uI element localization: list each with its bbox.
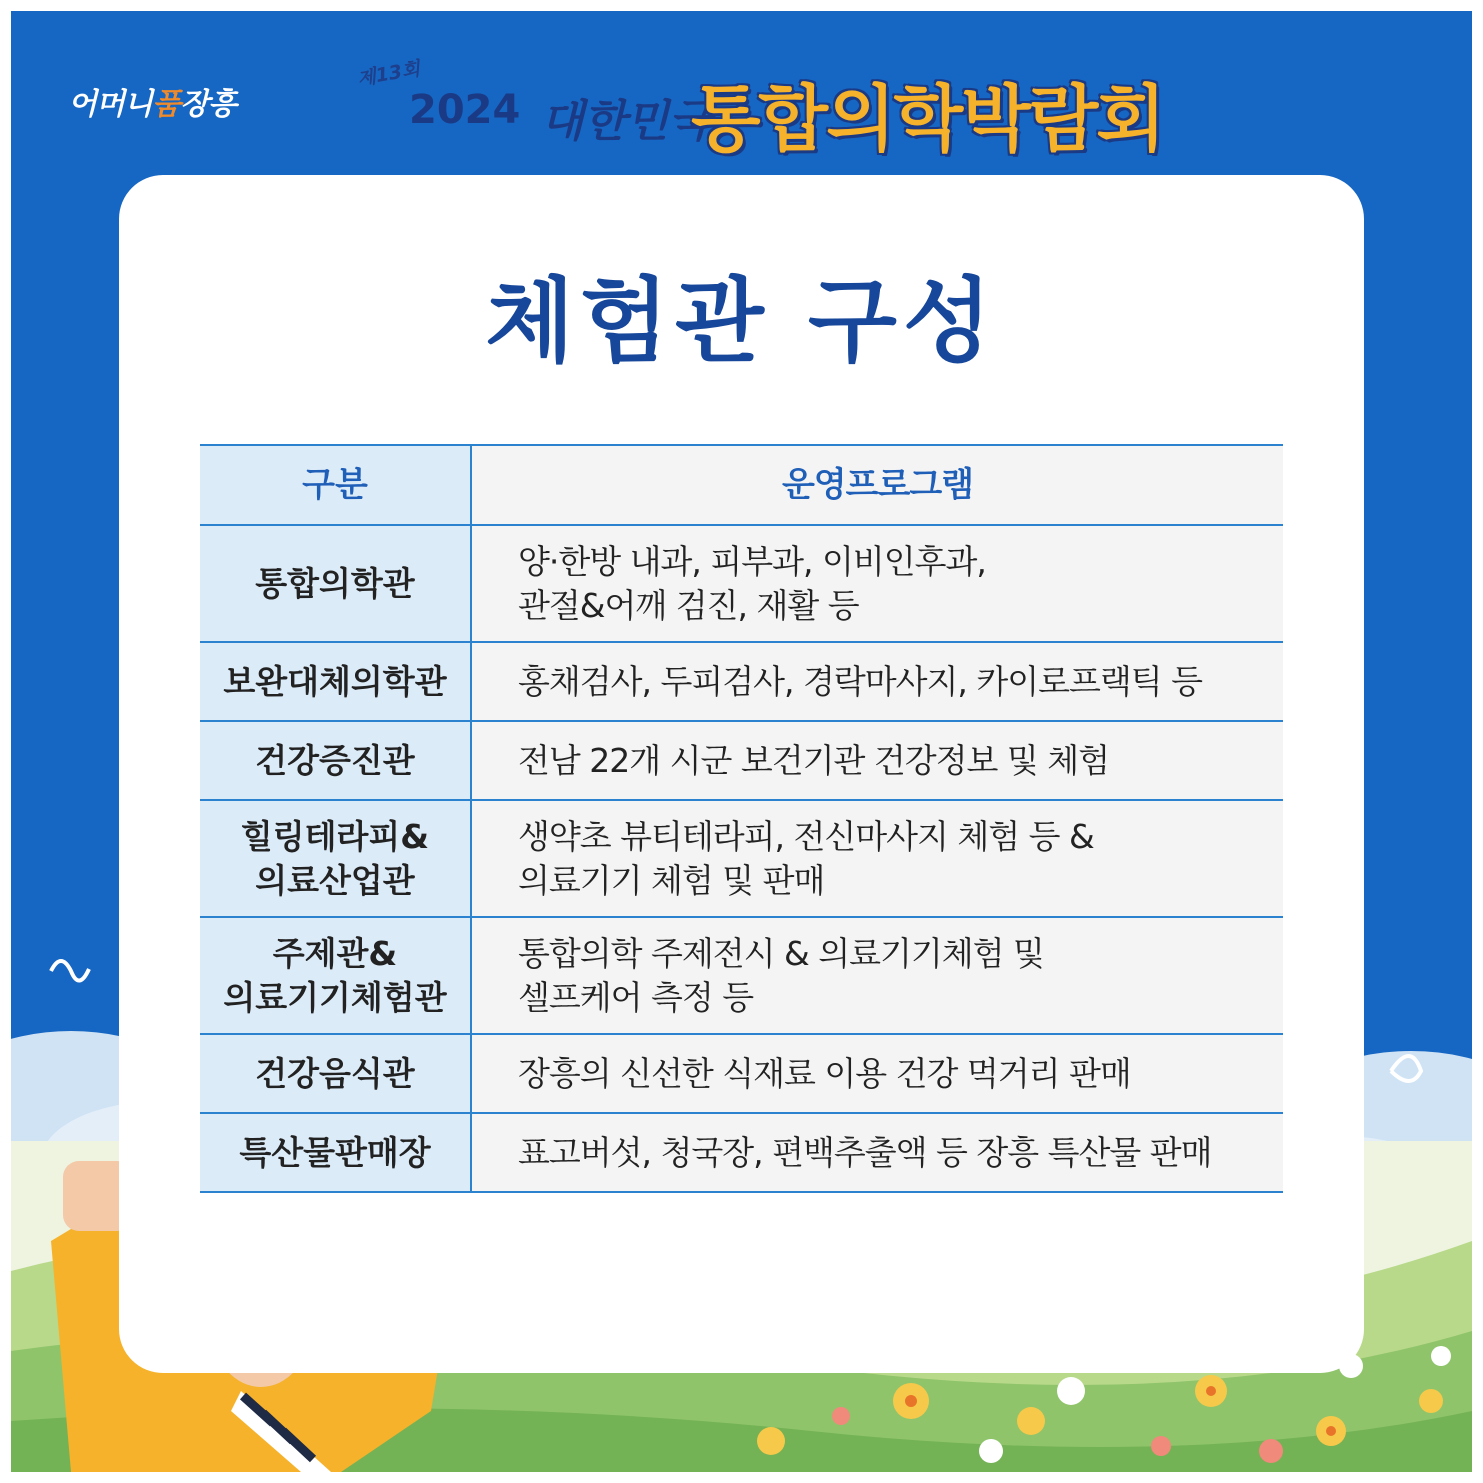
category-cell	[200, 917, 471, 1034]
category-text: 통합의학관	[255, 563, 415, 603]
program-cell	[471, 525, 1283, 642]
program-table	[200, 444, 1283, 1193]
program-cell	[471, 721, 1283, 800]
program-text: 장흥의 신선한 식재료 이용 건강 먹거리 판매	[518, 1053, 1131, 1093]
category-text: 보완대체의학관	[223, 661, 447, 701]
event-edition: 제13회	[355, 57, 422, 91]
category-cell	[200, 1113, 471, 1192]
jangheung-logo	[68, 73, 268, 129]
program-text: 셀프케어 측정 등	[518, 977, 754, 1017]
category-cell	[200, 1034, 471, 1113]
program-cell	[471, 800, 1283, 917]
category-text: 힐링테라피&	[240, 816, 430, 856]
program-text: 의료기기 체험 및 판매	[518, 860, 825, 900]
page-title: 체험관 구성	[485, 268, 998, 375]
table-row	[200, 917, 1283, 1034]
table-row	[200, 1113, 1283, 1192]
category-cell	[200, 800, 471, 917]
table-row	[200, 1034, 1283, 1113]
table-row	[200, 525, 1283, 642]
table-row	[200, 642, 1283, 721]
table-row	[200, 800, 1283, 917]
column-header-category: 구분	[200, 445, 471, 525]
event-year: 2024	[409, 87, 521, 133]
column-header-program: 운영프로그램	[471, 445, 1283, 525]
category-text: 주제관&	[272, 933, 398, 973]
table-row	[200, 721, 1283, 800]
program-text: 통합의학 주제전시 & 의료기기체험 및	[518, 933, 1044, 973]
category-cell	[200, 721, 471, 800]
category-text: 의료기기체험관	[223, 977, 447, 1017]
logo-suffix: 장흥	[179, 87, 236, 122]
program-text: 표고버섯, 청국장, 편백추출액 등 장흥 특산물 판매	[518, 1132, 1212, 1172]
table-header-row	[200, 445, 1283, 525]
logo-flower: 품	[151, 87, 180, 122]
event-name: 통합의학박람회	[691, 77, 1164, 161]
program-text: 관절&어깨 검진, 재활 등	[518, 585, 859, 625]
event-title-logo	[351, 51, 1191, 161]
event-country: 대한민국	[541, 96, 712, 147]
category-text: 건강증진관	[255, 740, 415, 780]
category-cell	[200, 642, 471, 721]
category-cell	[200, 525, 471, 642]
category-text: 특산물판매장	[239, 1132, 431, 1172]
program-cell	[471, 642, 1283, 721]
program-text: 홍채검사, 두피검사, 경락마사지, 카이로프랙틱 등	[518, 661, 1202, 701]
logo-prefix: 어머니	[68, 87, 152, 122]
category-text: 건강음식관	[255, 1053, 415, 1093]
program-cell	[471, 1113, 1283, 1192]
program-cell	[471, 1034, 1283, 1113]
program-text: 생약초 뷰티테라피, 전신마사지 체험 등 &	[518, 816, 1094, 856]
program-cell	[471, 917, 1283, 1034]
program-text: 양·한방 내과, 피부과, 이비인후과,	[518, 541, 986, 581]
program-text: 전남 22개 시군 보건기관 건강정보 및 체험	[518, 740, 1109, 780]
category-text: 의료산업관	[255, 860, 415, 900]
